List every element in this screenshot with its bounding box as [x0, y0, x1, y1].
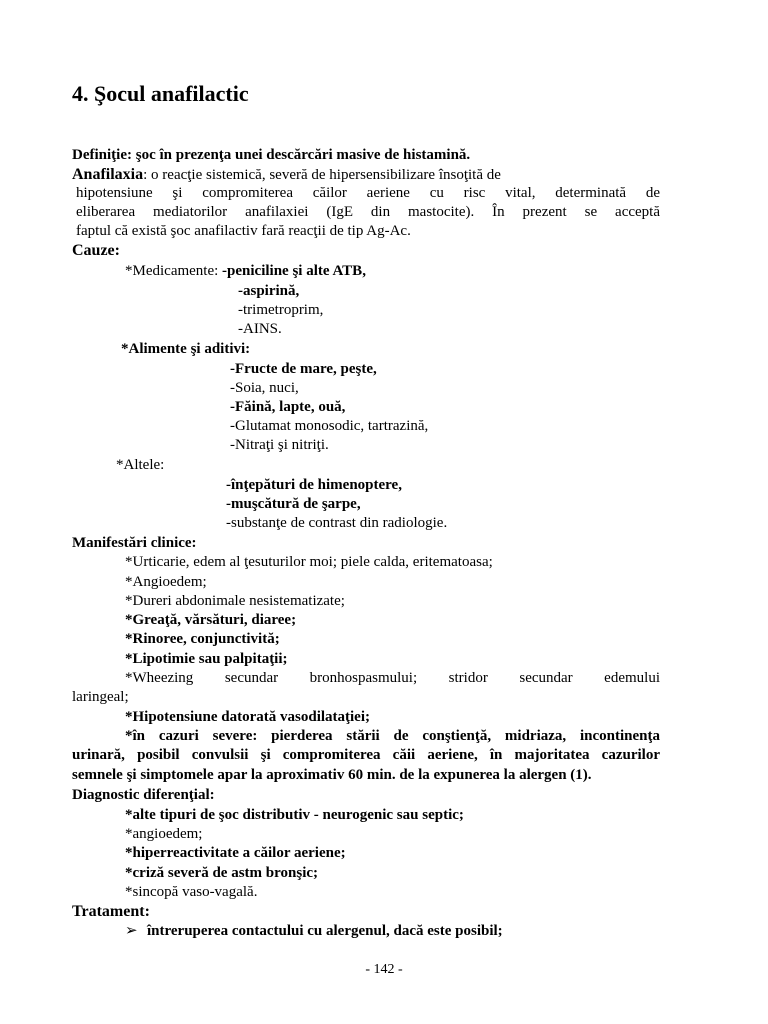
anaphylaxis-line-1 — [72, 165, 501, 185]
manifestation-item: *Rinoree, conjunctivită; — [125, 631, 280, 647]
wheezing-line-1: *Wheezing secundar bronhospasmului; stridor secundar edemului — [125, 670, 660, 686]
diagnosis-item: *hiperreactivitate a căilor aeriene; — [125, 845, 346, 861]
hypotension-item: *Hipotensiune datorată vasodilataţiei; — [125, 709, 371, 725]
other-cause-item: -muşcătură de şarpe, — [226, 496, 361, 512]
wheezing-line-2: laringeal; — [72, 689, 129, 705]
causes-medications — [125, 262, 366, 281]
food-item: -Soia, nuci, — [230, 380, 299, 396]
treatment-item — [125, 922, 503, 941]
definition-line — [72, 146, 470, 165]
other-cause-item: -înţepături de himenoptere, — [226, 477, 402, 493]
definition-label: Definiţie: — [72, 147, 132, 163]
anaphylaxis-label: Anafilaxia — [72, 166, 144, 183]
diagnosis-item: *criză severă de astm bronşic; — [125, 865, 319, 881]
diagnosis-item: *angioedem; — [125, 826, 203, 842]
food-item: -Glutamat monosodic, tartrazină, — [230, 418, 429, 434]
medication-item: -peniciline şi alte ATB, — [222, 263, 366, 279]
manifestation-item: *Angioedem; — [125, 574, 207, 590]
severe-cases-line-1: *în cazuri severe: pierderea stării de conştienţă, midriaza, incontinenţa — [125, 728, 660, 744]
diagnosis-item: *sincopă vaso-vagală. — [125, 884, 258, 900]
clinical-manifestations-heading: Manifestări clinice: — [72, 535, 197, 551]
other-causes-label: *Altele: — [116, 457, 165, 473]
food-additives-label: *Alimente şi aditivi: — [121, 341, 251, 357]
anaphylaxis-line-4: faptul că există şoc anafilactiv fară reacţii de tip Ag-Ac. — [76, 223, 411, 239]
other-cause-item: -substanţe de contrast din radiologie. — [226, 515, 448, 531]
severe-cases-line-3: semnele şi simptomele apar la aproximativ 60 min. de la expunerea la alergen (1). — [72, 767, 592, 783]
differential-diagnosis-heading: Diagnostic diferenţial: — [72, 787, 215, 803]
arrow-bullet-icon: ➢ — [125, 923, 138, 939]
manifestation-item: *Urticarie, edem al ţesuturilor moi; piele calda, eritematoasa; — [125, 554, 493, 570]
medication-item: -aspirină, — [238, 283, 300, 299]
manifestation-item: *Dureri abdonimale nesistematizate; — [125, 593, 345, 609]
anaphylaxis-line-3: eliberarea mediatorilor anafilaxiei (IgE din mastocite). În prezent se acceptă — [76, 204, 660, 220]
medication-item: -trimetroprim, — [238, 302, 324, 318]
medications-label: *Medicamente: — [125, 263, 223, 279]
page-title: 4. Şocul anafilactic — [72, 81, 249, 106]
manifestation-item: *Greaţă, vărsături, diaree; — [125, 612, 297, 628]
definition-text: şoc în prezenţa unei descărcări masive de histamină. — [131, 147, 471, 163]
causes-heading: Cauze: — [72, 242, 120, 259]
anaphylaxis-text-1: : o reacţie sistemică, severă de hipersensibilizare însoţită de — [143, 167, 501, 183]
treatment-item-text: întreruperea contactului cu alergenul, dacă este posibil; — [147, 923, 503, 939]
manifestation-item: *Lipotimie sau palpitaţii; — [125, 651, 288, 667]
page-number: - 142 - — [365, 962, 403, 977]
food-item: -Fructe de mare, peşte, — [230, 361, 377, 377]
severe-cases-line-2: urinară, posibil convulsii şi compromiterea căii aeriene, în majoritatea cazurilor — [72, 747, 660, 763]
medication-item: -AINS. — [238, 321, 282, 337]
food-item: -Nitraţi şi nitriţi. — [230, 437, 329, 453]
diagnosis-item: *alte tipuri de şoc distributiv - neurogenic sau septic; — [125, 807, 464, 823]
anaphylaxis-line-2: hipotensiune şi compromiterea căilor aeriene cu risc vital, determinată de — [76, 185, 660, 201]
food-item: -Făină, lapte, ouă, — [230, 399, 346, 415]
treatment-heading: Tratament: — [72, 903, 150, 920]
